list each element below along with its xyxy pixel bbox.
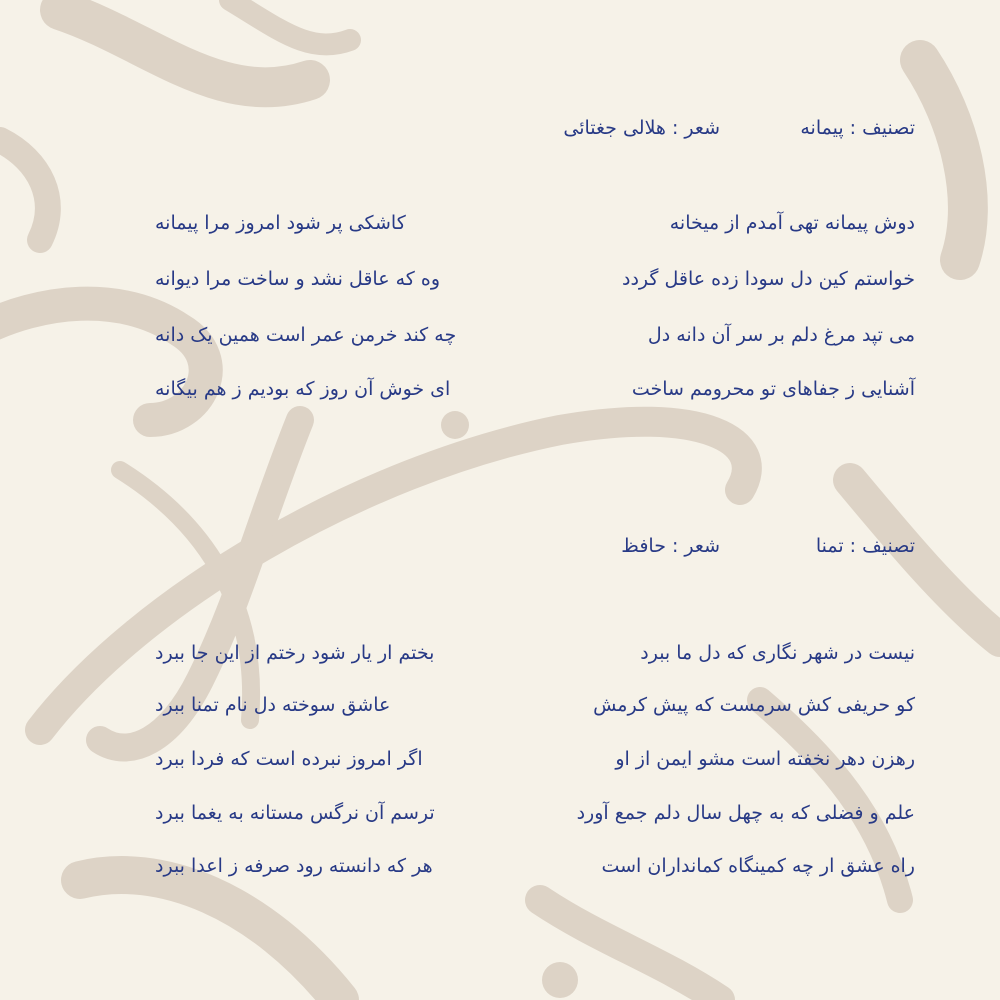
verse-second-hemistich: کاشکی پر شود امروز مرا پیمانه xyxy=(155,212,406,234)
section-header xyxy=(315,117,915,147)
poet-credit: شعر : حافظ xyxy=(621,535,720,557)
verse-first-hemistich: کو حریفی کش سرمست که پیش کرمش xyxy=(593,694,915,716)
verse-line xyxy=(155,855,915,891)
verse-second-hemistich: ای خوش آن روز که بودیم ز هم بیگانه xyxy=(155,378,451,400)
verse-line xyxy=(155,268,915,304)
verse-first-hemistich: می تپد مرغ دلم بر سر آن دانه دل xyxy=(647,324,915,346)
section-header xyxy=(315,535,915,565)
song-title: تصنیف : پیمانه xyxy=(800,117,915,139)
verse-first-hemistich: راه عشق ار چه کمینگاه کمانداران است xyxy=(601,855,915,877)
verse-second-hemistich: اگر امروز نبرده است که فردا ببرد xyxy=(155,748,423,770)
verse-first-hemistich: دوش پیمانه تهی آمدم از میخانه xyxy=(669,212,915,234)
verse-line xyxy=(155,324,915,360)
verse-first-hemistich: علم و فضلی که به چهل سال دلم جمع آورد xyxy=(576,802,915,824)
song-title: تصنیف : تمنا xyxy=(815,535,915,557)
poet-credit: شعر : هلالی جغتائی xyxy=(563,117,720,139)
verse-second-hemistich: عاشق سوخته دل نام تمنا ببرد xyxy=(155,694,391,716)
verse-line xyxy=(155,802,915,838)
verse-line xyxy=(155,694,915,730)
verse-first-hemistich: خواستم کین دل سودا زده عاقل گردد xyxy=(622,268,915,290)
verse-first-hemistich: آشنایی ز جفاهای تو محرومم ساخت xyxy=(631,378,915,400)
verse-line xyxy=(155,378,915,414)
verse-line xyxy=(155,212,915,248)
verse-second-hemistich: وه که عاقل نشد و ساخت مرا دیوانه xyxy=(155,268,440,290)
verse-second-hemistich: ترسم آن نرگس مستانه به یغما ببرد xyxy=(155,802,435,824)
verse-second-hemistich: چه کند خرمن عمر است همین یک دانه xyxy=(155,324,457,346)
verse-second-hemistich: هر که دانسته رود صرفه ز اعدا ببرد xyxy=(155,855,433,877)
verse-line xyxy=(155,748,915,784)
verse-first-hemistich: رهزن دهر نخفته است مشو ایمن از او xyxy=(615,748,915,770)
verse-second-hemistich: بختم ار یار شود رختم از این جا ببرد xyxy=(155,642,435,664)
verse-line xyxy=(155,642,915,678)
verse-first-hemistich: نیست در شهر نگاری که دل ما ببرد xyxy=(640,642,915,664)
